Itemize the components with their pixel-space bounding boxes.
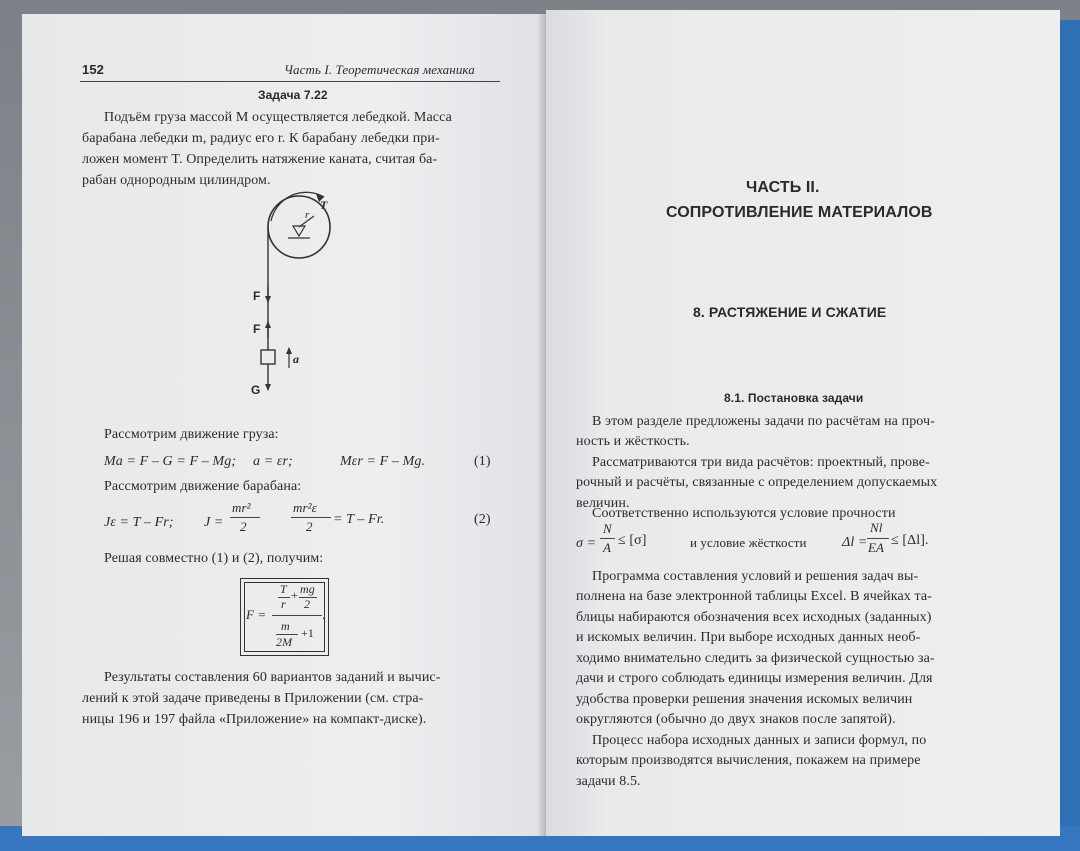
para2-line: округляются (обычно до двух знаков после запятой). <box>576 712 896 727</box>
intro-line: рабан однородным цилиндром. <box>82 173 271 188</box>
answer-plus: + <box>291 588 298 602</box>
label-F-top: F <box>253 289 261 303</box>
drum-support <box>293 226 305 236</box>
para-line: величин. <box>576 496 630 511</box>
para2-line: Программа составления условий и решения задач вы- <box>592 569 919 584</box>
para-line: ность и жёсткость. <box>576 434 690 449</box>
eq2-j-numerator: mr² <box>232 500 251 515</box>
eq2-j-lhs: J = <box>204 515 224 530</box>
formula-N-A-bar <box>600 538 615 539</box>
chapter-title: 8. РАСТЯЖЕНИЕ И СЖАТИЕ <box>693 304 887 320</box>
page-number: 152 <box>82 62 104 77</box>
answer-2M: 2M <box>276 635 293 649</box>
eq1-part-a: Ma = F – G = F – Mg; <box>104 454 237 469</box>
intro-line: ложен момент T. Определить натяжение каната, считая ба- <box>82 152 438 167</box>
formula-sigma: σ = <box>576 536 597 551</box>
formula-dl-limit: ≤ [Δl]. <box>891 533 929 548</box>
part-subtitle: СОПРОТИВЛЕНИЕ МАТЕРИАЛОВ <box>666 204 933 221</box>
para-line: рочный и расчёты, связанные с определением допускаемых <box>576 475 938 490</box>
answer-mg: mg <box>300 582 315 596</box>
eq2-m-denominator: 2 <box>306 519 313 534</box>
load-motion-heading: Рассмотрим движение груза: <box>104 427 279 442</box>
para-line: Соответственно используются условие прочности <box>592 506 896 521</box>
result-line: Результаты составления 60 вариантов заданий и вычис- <box>104 670 441 685</box>
para-line: Рассматриваются три вида расчётов: проектный, прове- <box>592 455 930 470</box>
label-T: T <box>320 198 328 212</box>
eq1-number: (1) <box>474 454 491 469</box>
formula-dl: Δl = <box>842 535 868 550</box>
eq2-number: (2) <box>474 512 491 527</box>
eq2-j-denominator: 2 <box>240 519 247 534</box>
formula-sigma-limit: ≤ [σ] <box>618 533 647 548</box>
para2-line: задачи 8.5. <box>576 774 641 789</box>
formula-middle-text: и условие жёсткости <box>690 535 807 550</box>
solve-line: Решая совместно (1) и (2), получим: <box>104 551 324 566</box>
gravity-arrowhead <box>265 384 271 391</box>
answer-main-bar <box>272 615 322 616</box>
load-block <box>261 350 275 364</box>
formula-EA: EA <box>868 540 885 555</box>
drum-motion-heading: Рассмотрим движение барабана: <box>104 479 302 494</box>
formula-Nl-EA-bar <box>867 538 889 539</box>
answer-m: m <box>281 619 290 633</box>
eq1-part-b: a = εr; <box>253 454 293 469</box>
para2-line: Процесс набора исходных данных и записи формул, по <box>592 733 927 748</box>
eq2-m-numerator: mr²ε <box>293 500 317 515</box>
label-G: G <box>251 383 261 397</box>
para2-line: удобства проверки решения значения искомых величин <box>576 692 913 707</box>
eq2-part-a: Jε = T – Fr; <box>104 515 174 530</box>
label-r: r <box>305 209 310 221</box>
para2-line: ходимо внимательно следить за физической сущностью за- <box>576 651 935 666</box>
para2-line: дачи и строго соблюдать единицы измерения величин. Для <box>576 671 933 686</box>
result-line: лений к этой задаче приведены в Приложении (см. стра- <box>82 691 424 706</box>
eq2-m-fraction-bar <box>291 517 331 518</box>
label-a: a <box>293 352 300 366</box>
result-line: ницы 196 и 197 файла «Приложение» на компакт-диске). <box>82 712 427 727</box>
answer-lhs: F = <box>246 607 267 622</box>
force-arrowhead-up <box>265 321 271 328</box>
answer-plus-one: +1 <box>301 626 314 640</box>
para2-line: которым производятся вычисления, покажем на примере <box>576 753 921 768</box>
para-line: В этом разделе предложены задачи по расчётам на проч- <box>592 414 935 429</box>
intro-line: Подъём груза массой M осуществляется лебедкой. Масса <box>104 110 452 125</box>
eq2-m-rhs: = T – Fr. <box>333 512 385 527</box>
answer-T: T <box>280 582 287 596</box>
label-F-bottom: F <box>253 322 261 336</box>
para2-line: блицы набираются обозначения всех исходных (заданных) <box>576 610 932 625</box>
formula-Nl: Nl <box>870 520 883 535</box>
para2-line: и искомых величин. При выборе исходных данных необ- <box>576 630 921 645</box>
running-header: Часть I. Теоретическая механика <box>284 62 475 77</box>
force-arrowhead-down <box>265 296 271 303</box>
formula-A: A <box>603 540 612 555</box>
section-title: 8.1. Постановка задачи <box>724 391 864 405</box>
formula-N: N <box>603 521 612 536</box>
answer-period: . <box>322 607 326 622</box>
accel-arrowhead <box>286 347 292 354</box>
intro-line: барабана лебедки m, радиус его r. К барабану лебедки при- <box>82 131 440 146</box>
eq2-j-fraction-bar <box>230 517 260 518</box>
part-title: ЧАСТЬ II. <box>746 179 820 196</box>
para2-line: полнена на базе электронной таблицы Excel. В ячейках та- <box>576 589 932 604</box>
answer-two: 2 <box>304 597 311 611</box>
answer-r: r <box>281 597 286 611</box>
problem-title: Задача 7.22 <box>258 88 328 102</box>
eq1-part-c: Mεr = F – Mg. <box>340 454 426 469</box>
